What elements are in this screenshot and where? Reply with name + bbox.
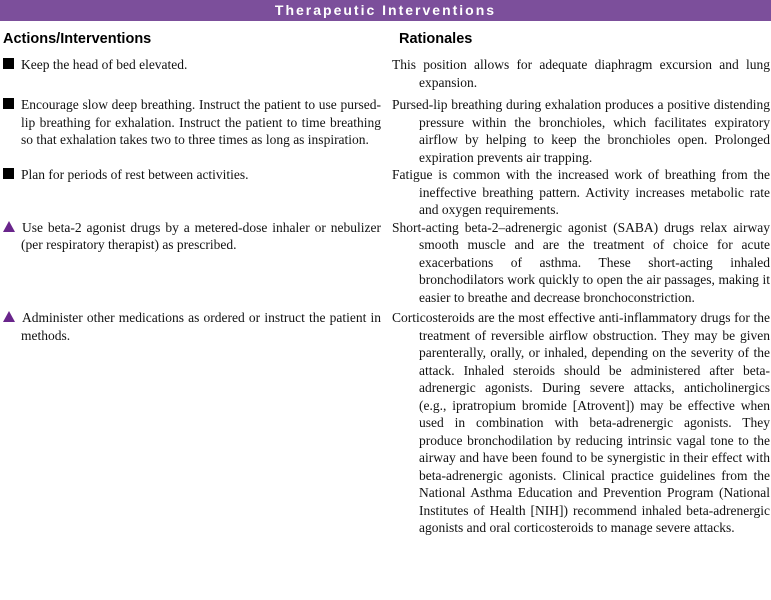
- column-headers: [0, 32, 771, 47]
- triangle-bullet-icon: [3, 221, 15, 232]
- action-cell: [0, 166, 392, 219]
- action-cell: [0, 309, 392, 537]
- rationale-text: Pursed-lip breathing during exhalation produces a positive distending pressure within the bronchioles, which facilitates expiratory airflow by helping to keep the bronchioles open. Prolonged expiration prevents air trapping.: [392, 97, 770, 165]
- square-bullet-icon: [3, 168, 14, 179]
- action-cell: [0, 96, 392, 166]
- table-row: [0, 309, 771, 537]
- rationale-text: Short-acting beta-2–adrenergic agonist (SABA) drugs relax airway smooth muscle and are the treatment of choice for acute exacerbations of asthma. These short-acting inhaled bronchodilators work quickly to open the air passages, making it easier to breathe and decrease bronchoconstriction.: [392, 219, 770, 305]
- action-cell: [0, 56, 392, 91]
- triangle-bullet-icon: [3, 311, 15, 322]
- rationales-column-header: Rationales: [399, 31, 473, 47]
- action-text: Encourage slow deep breathing. Instruct the patient to use pursed-lip breathing for exhalation. Instruct the patient to time breathing so that exhalation takes two to three times as long as inspiration.: [21, 97, 381, 147]
- rationale-text: Fatigue is common with the increased work of breathing from the ineffective breathing pattern. Activity increases metabolic rate and oxygen requirements.: [392, 167, 770, 217]
- table-row: [0, 219, 771, 307]
- table-row: [0, 56, 771, 91]
- actions-column-header: Actions/Interventions: [3, 31, 152, 47]
- action-text: Use beta-2 agonist drugs by a metered-dose inhaler or nebulizer (per respiratory therapist) as prescribed.: [21, 219, 381, 252]
- table-row: [0, 166, 771, 219]
- action-cell: [0, 219, 392, 307]
- square-bullet-icon: [3, 58, 14, 69]
- action-text: Administer other medications as ordered or instruct the patient in methods.: [21, 310, 381, 343]
- rationale-text: Corticosteroids are the most effective anti-inflammatory drugs for the treatment of reversible airflow obstruction. They may be given parenterally, orally, or inhaled, depending on the severity of the attack. Inhaled steroids should be administered after beta-adrenergic agonists. During severe attacks, anticholinergics (e.g., ipratropium bromide [Atrovent]) may be effective when used in combination with beta-adrenergic agonists. They produce bronchodilation by reducing intrinsic vagal tone to the airway and have been found to be synergistic in their effect with beta-adrenergic agonists. Clinical practice guidelines from the National Asthma Education and Prevention Program (National Institutes of Health [NIH]) recommend inhaled beta-adrenergic agonists and oral corticosteroids to manage severe attacks.: [392, 310, 770, 535]
- table-body: [0, 56, 771, 537]
- table-title: Therapeutic Interventions: [274, 2, 497, 18]
- rationale-text: This position allows for adequate diaphragm excursion and lung expansion.: [392, 57, 770, 90]
- square-bullet-icon: [3, 98, 14, 109]
- table-title-bar: [0, 0, 771, 21]
- action-text: Plan for periods of rest between activities.: [21, 167, 249, 182]
- table-row: [0, 96, 771, 166]
- action-text: Keep the head of bed elevated.: [21, 57, 188, 72]
